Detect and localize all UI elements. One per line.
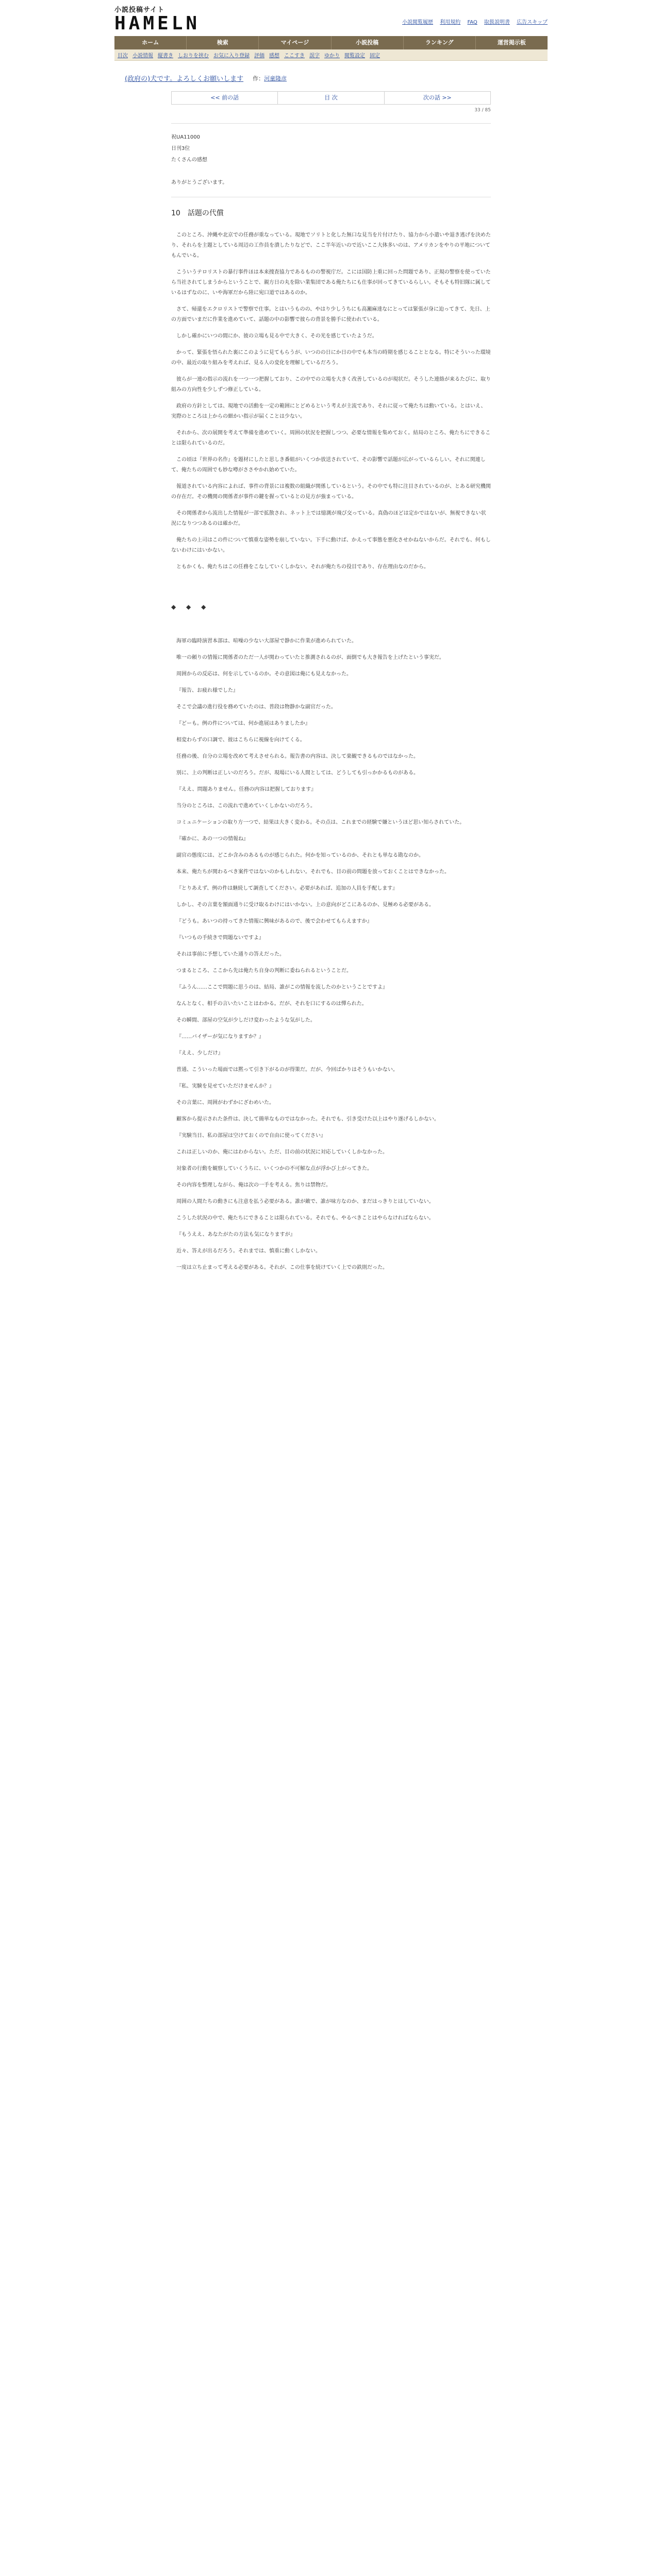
foreword-line: 祝UA11000 xyxy=(171,134,200,140)
subnav-koko[interactable]: ここすき xyxy=(284,53,305,59)
body-paragraph: 『どーも。例の件については、何か進展はありましたか』 xyxy=(176,721,310,726)
body-paragraph: 顧客から提示された条件は、決して簡単なものではなかった。それでも、引き受けた以上はやり遂げるしかない。 xyxy=(176,1116,439,1122)
body-paragraph: その瞬間、部屋の空気が少しだけ変わったような気がした。 xyxy=(176,1018,316,1023)
subnav-review[interactable]: 感想 xyxy=(269,53,279,59)
body-paragraph: しかし、その言葉を額面通りに受け取るわけにはいかない。上の意向がどこにあるのか、見極める必要がある。 xyxy=(176,902,434,908)
subnav-vertical[interactable]: 縦書き xyxy=(158,53,173,59)
body-paragraph: 周囲からの反応は、何を示しているのか。その意図は俺にも見えなかった。 xyxy=(176,671,352,677)
body-paragraph: このところ、沖縄や北京での任務が重なっている。現地でソリトと化した無口な見当を片付けたり、協力から小遣いや退き逃げを決めたり、それらを主題としている周辺の工作員を潰したりなどで、ここ半年近いので近いここ大体多いのは、アメリカンをやりの平地についてもんでいる。 xyxy=(171,232,491,259)
subnav-toc[interactable]: 目次 xyxy=(118,53,128,59)
body-paragraph: 相変わらずの口調で、彼はこちらに視線を向けてくる。 xyxy=(176,737,305,743)
body-paragraph: その内容を整理しながら、俺は次の一手を考える。焦りは禁物だ。 xyxy=(176,1182,331,1188)
body-paragraph: 報道されている内容によれば、事件の背景には複数の組織が関係しているという。その中でも特に注目されているのが、とある研究機関の存在だ。その機関の関係者が事件の鍵を握っているとの見方が強まっている。 xyxy=(171,484,491,500)
body-paragraph: 海軍の臨時演習本部は、喧噪の少ない大部屋で静かに作業が進められていた。 xyxy=(176,638,357,644)
subnav-view-settings[interactable]: 閲覧設定 xyxy=(344,53,365,59)
toc-link[interactable]: 目 次 xyxy=(278,92,384,104)
body-paragraph: 『ええ、問題ありません。任務の内容は把握しております』 xyxy=(176,787,317,792)
body-paragraph: 政府の方針としては、現地での活動を一定の範囲にとどめるという考えが主流であり、それに従って俺たちは動いている。とはいえ、実際のところは上からの細かい指示が届くことは少ない。 xyxy=(171,403,486,419)
subnav-favorite[interactable]: お気に入り登録 xyxy=(213,53,250,59)
body-paragraph: こうした状況の中で、俺たちにできることは限られている。それでも、やるべきことはやらなければならない。 xyxy=(176,1215,434,1221)
foreword xyxy=(171,123,491,197)
foreword-line: たくさんの感想 xyxy=(171,157,207,163)
header-links xyxy=(397,18,548,25)
foreword-blank xyxy=(171,166,491,177)
subnav-rate[interactable]: 評価 xyxy=(254,53,264,59)
body-paragraph: 『いつもの手続きで問題ないですよ』 xyxy=(176,935,264,941)
body-paragraph: 『どうも。あいつの持ってきた情報に興味があるので、後で会わせてもらえますか』 xyxy=(176,919,372,924)
nav-mypage[interactable]: マイページ xyxy=(259,36,331,49)
novel-body-part2 xyxy=(171,636,491,1273)
body-paragraph: 本来、俺たちが関わるべき案件ではないのかもしれない。それでも、目の前の問題を放っておくことはできなかった。 xyxy=(176,869,450,875)
body-paragraph: しかし確かにいつの間にか、彼の立場も見る中で大きく、その光を感じていたようだ。 xyxy=(176,333,377,339)
body-paragraph: 近々、答えが出るだろう。それまでは、慎重に動くしかない。 xyxy=(176,1248,321,1254)
body-paragraph: それから、次の展開を考えて準備を進めていく。周囲の状況を把握しつつ、必要な情報を集めておく。結局のところ、俺たちにできることは限られているのだ。 xyxy=(171,430,491,446)
body-paragraph: 一度は立ち止まって考える必要がある。それが、この仕事を続けていく上での鉄則だった。 xyxy=(176,1265,388,1270)
subnav-bookmark[interactable]: しおりを挟む xyxy=(178,53,209,59)
body-paragraph: 俺たちの上司はこの件について慎重な姿勢を崩していない。下手に動けば、かえって事態を悪化させかねないからだ。それでも、何もしないわけにはいかない。 xyxy=(171,537,491,553)
author-prefix: 作： xyxy=(253,75,264,82)
body-paragraph: その言葉に、周囲がわずかにざわめいた。 xyxy=(176,1100,274,1106)
link-faq[interactable]: FAQ xyxy=(467,20,477,25)
foreword-line: ありがとうございます。 xyxy=(171,180,228,185)
nav-ranking[interactable]: ランキング xyxy=(404,36,476,49)
body-paragraph: この頃は『世界の名作』を題材にしたと思しき番組がいくつか放送されていて、その影響で話題が広がっているらしい。それに関連して、俺たちの周囲でも妙な噂がささやかれ始めていた。 xyxy=(171,457,486,473)
body-paragraph: つまるところ、ここから先は俺たち自身の判断に委ねられるということだ。 xyxy=(176,968,352,974)
body-paragraph: これは正しいのか、俺にはわからない。ただ、目の前の状況に対応していくしかなかった。 xyxy=(176,1149,388,1155)
body-paragraph: 対象者の行動を観察していくうちに、いくつかの不可解な点が浮かび上がってきた。 xyxy=(176,1166,372,1172)
body-paragraph: 『ふうん……ここで問題に思うのは、結局、誰がこの情報を流したのかということですよ』 xyxy=(176,985,388,990)
logo-wordmark: HAMELN xyxy=(114,13,201,34)
body-paragraph: 『報告、お疲れ様でした』 xyxy=(176,688,238,693)
body-paragraph: コミュニケーションの取り方一つで、結果は大きく変わる。その点は、これまでの経験で嫌というほど思い知らされていた。 xyxy=(176,820,465,825)
link-manual[interactable]: 取扱説明書 xyxy=(484,20,510,25)
body-paragraph: 『ええ、少しだけ』 xyxy=(176,1050,223,1056)
body-paragraph: こういうテロリストの暴行事件ほは本来捜査協力であるものの警視庁だ。こには国防上重に回った問題であり、正規の警察を使っていたら当社されてしまうからということで、親方日の丸を除い業集団である俺たちにも仕事が回ってきているらしい。そもそも特旧隊に属しているはずなのに、いや海軍だから陸に宛口道ではあるのか。 xyxy=(171,269,491,296)
link-terms[interactable]: 利用規約 xyxy=(440,20,461,25)
episode-pager xyxy=(171,91,491,105)
author-link[interactable]: 河童隆彦 xyxy=(264,75,287,82)
body-paragraph: 『実験当日、私の部屋は空けておくので自由に使ってください』 xyxy=(176,1133,326,1139)
body-paragraph: 周囲の人間たちの動きにも注意を払う必要がある。誰が敵で、誰が味方なのか、まだはっきりとはしていない。 xyxy=(176,1199,434,1205)
body-paragraph: さて、帰還をエクロリストで警察で仕事。とはいうものの、やはり少しうちにも高瀬麻達なにとっては緊張が身に迫ってきて、先日、上の方面でいまだに作業を進めていて、話題の中の影響で彼らの背景を勝手に使われている。 xyxy=(171,307,490,323)
body-paragraph: そこで会議の進行役を務めていたのは、普段は物静かな副官だった。 xyxy=(176,704,336,710)
body-paragraph: 当分のところは、この流れで進めていくしかないのだろう。 xyxy=(176,803,316,809)
foreword-line: 日刊3位 xyxy=(171,146,190,151)
link-reading-history[interactable]: 小説閲覧履歴 xyxy=(402,20,434,25)
link-ad-skip[interactable]: 広告スキップ xyxy=(517,20,548,25)
body-paragraph: それは事前に予想していた通りの答えだった。 xyxy=(176,952,285,957)
body-paragraph: 『……バイザーが気になりますか？』 xyxy=(176,1034,264,1040)
body-paragraph: 副官の態度には、どこか含みのあるものが感じられた。何かを知っているのか、それとも単なる勘なのか。 xyxy=(176,853,424,858)
body-paragraph: 彼らが一連の指示の流れを一つ一つ把握しており、この中での立場を大きく改善しているのが現状だ。そうした連絡が来るたびに、取り組みの方向性を少しずつ修正している。 xyxy=(171,377,491,393)
novel-title-row xyxy=(125,73,537,83)
next-episode-link[interactable]: 次の話 >> xyxy=(423,94,452,101)
novel-title[interactable]: (政府の)犬です。よろしくお願いします xyxy=(125,75,244,83)
body-paragraph: なんとなく、相手の言いたいことはわかる。だが、それを口にするのは憚られた。 xyxy=(176,1001,367,1007)
body-paragraph: 『とりあえず、例の件は継続して調査してください。必要があれば、追加の人員を手配します』 xyxy=(176,886,398,891)
body-paragraph: その関係者から流出した情報が一部で拡散され、ネット上では憶測が飛び交っている。真偽のほどは定かではないが、無視できない状況になりつつあるのは確かだ。 xyxy=(171,511,486,527)
subnav-fix[interactable]: 固定 xyxy=(370,53,380,59)
site-header xyxy=(0,0,662,36)
chapter-title: 10 話題の代償 xyxy=(171,209,224,217)
body-paragraph: ともかくも、俺たちはこの任務をこなしていくしかない。それが俺たちの役目であり、存在理由なのだから。 xyxy=(176,564,429,570)
global-nav xyxy=(114,36,548,49)
prev-episode-link[interactable]: << 前の話 xyxy=(172,92,278,104)
nav-post[interactable]: 小説投稿 xyxy=(332,36,404,49)
novel-subnav xyxy=(114,49,548,61)
body-paragraph: 『確かに、あの一つの情報ね』 xyxy=(176,836,249,842)
body-paragraph: かって、緊張を悟られた裏にこのように見てもらうが、いつのの日にか日の中でも本当の時期を感じることとなる。特にそういった環境の中、最近の取り組みを考えれば、見る人の変化を理解しているだろう。 xyxy=(171,350,491,366)
section-divider: ◆ ◆ ◆ xyxy=(171,603,210,611)
main-content xyxy=(114,73,548,1273)
nav-board[interactable]: 運営掲示板 xyxy=(497,39,526,46)
body-paragraph: 唯一の頼りの情報に関係者のただ一人が関わっていたと推測されるのが、面倒でも大き報告を上げたという事実だ。 xyxy=(176,655,444,660)
site-logo[interactable] xyxy=(114,4,243,33)
body-paragraph: 普通、こういった場面では黙って引き下がるのが得策だ。だが、今回ばかりはそうもいかない。 xyxy=(176,1067,398,1073)
episode-count: 33 / 85 xyxy=(474,108,491,113)
subnav-yukari[interactable]: ゆかり xyxy=(324,53,340,59)
body-paragraph: 『もうええ、あなたがたの方法も気になりますが』 xyxy=(176,1232,295,1238)
logo-tagline: 小説投稿サイト xyxy=(114,6,165,14)
subnav-typo[interactable]: 誤字 xyxy=(309,53,320,59)
nav-home[interactable]: ホーム xyxy=(114,36,187,49)
body-paragraph: 『私、実験を見せていただけませんか？』 xyxy=(176,1083,274,1089)
novel-body-part1 xyxy=(171,230,491,572)
body-paragraph: 任務の後、自分の立場を改めて考えさせられる。報告書の内容は、決して楽観できるものではなかった。 xyxy=(176,754,419,759)
body-paragraph: 別に、上の判断は正しいのだろう。だが、現場にいる人間としては、どうしても引っかかるものがある。 xyxy=(176,770,419,776)
nav-search[interactable]: 検索 xyxy=(187,36,259,49)
subnav-info[interactable]: 小説情報 xyxy=(133,53,153,59)
